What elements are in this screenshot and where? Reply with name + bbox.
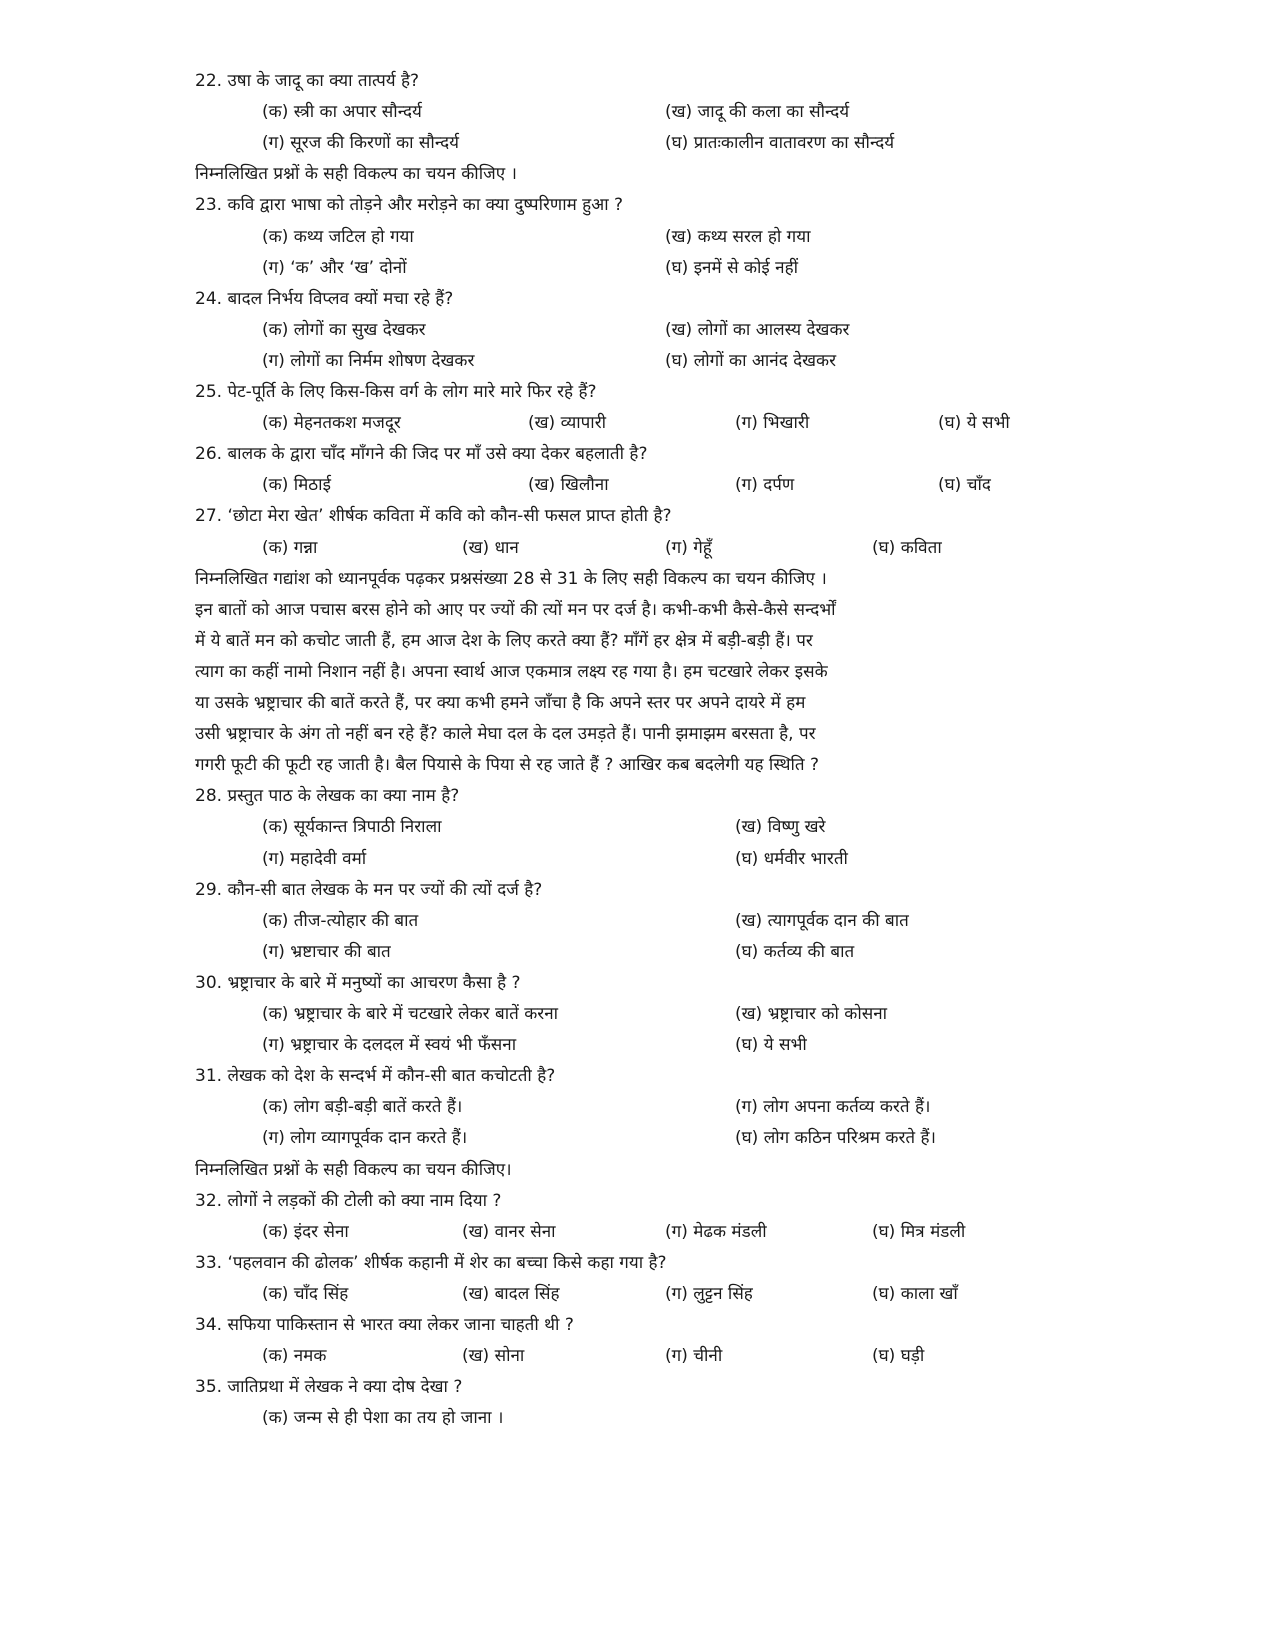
option-text: (घ) लोगों का आनंद देखकर [665, 350, 837, 371]
question-number: 26. [195, 444, 228, 465]
option-text: (ख) बादल सिंह [462, 1283, 560, 1304]
question-text: कवि द्वारा भाषा को तोड़ने और मरोड़ने का क्या दुष्परिणाम हुआ ? [227, 195, 624, 216]
option-text: (क) जन्म से ही पेशा का तय हो जाना । [262, 1408, 504, 1429]
question-number: 34. [195, 1315, 228, 1335]
option-text: (घ) मित्र मंडली [872, 1221, 966, 1242]
question-text: बादल निर्भय विप्लव क्यों मचा रहे हैं? [227, 288, 454, 309]
option-text: (ग) लोगों का निर्मम शोषण देखकर [262, 350, 475, 371]
option-text: (ख) विष्णु खरे [735, 817, 826, 838]
question-line [195, 785, 459, 807]
option-text: (ग) लोग अपना कर्तव्य करते हैं। [735, 1097, 931, 1118]
option-text: (ग) ‘क’ और ‘ख’ दोनों [262, 257, 407, 278]
question-text: बालक के द्वारा चाँद माँगने की जिद पर माँ उसे क्या देकर बहलाती है? [227, 444, 648, 465]
option-text: (क) गन्ना [262, 537, 318, 558]
option-text: (ग) महादेवी वर्मा [262, 848, 367, 869]
option-text: (घ) ये सभी [938, 413, 1010, 434]
question-number: 35. [195, 1377, 228, 1398]
option-text: (क) भ्रष्ट्राचार के बारे में चटखारे लेकर बातें करना [262, 1004, 559, 1024]
question-line [195, 505, 672, 527]
option-text: (क) तीज-त्योहार की बात [262, 910, 419, 931]
question-number: 23. [195, 195, 228, 216]
option-text: (ख) जादू की कला का सौन्दर्य [665, 102, 850, 123]
question-line [195, 1190, 501, 1212]
option-text: (घ) प्रातःकालीन वातावरण का सौन्दर्य [665, 133, 895, 154]
question-line [195, 1252, 667, 1274]
option-text: (क) सूर्यकान्त त्रिपाठी निराला [262, 817, 442, 838]
question-text: सफिया पाकिस्तान से भारत क्या लेकर जाना चाहती थी ? [227, 1315, 574, 1335]
question-line [195, 1314, 574, 1336]
passage-line: या उसके भ्रष्ट्राचार की बातें करते हैं, पर क्या कभी हमने जाँचा है कि अपने स्तर पर अपने दायरे में हम [195, 693, 806, 713]
option-text: (घ) लोग कठिन परिश्रम करते हैं। [735, 1128, 936, 1149]
question-text: लेखक को देश के सन्दर्भ में कौन-सी बात कचोटती है? [227, 1066, 556, 1087]
option-text: (ग) सूरज की किरणों का सौन्दर्य [262, 133, 459, 154]
question-number: 25. [195, 382, 228, 402]
question-line [195, 381, 597, 403]
option-text: (घ) ये सभी [735, 1035, 807, 1056]
question-line [195, 972, 521, 994]
question-line [195, 70, 419, 92]
option-text: (ग) लुट्टन सिंह [665, 1283, 753, 1304]
option-text: (ग) भ्रष्टाचार की बात [262, 941, 391, 962]
option-text: (क) इंदर सेना [262, 1221, 349, 1242]
question-text: लोगों ने लड़कों की टोली को क्या नाम दिया ? [227, 1190, 502, 1211]
question-number: 30. [195, 972, 228, 993]
option-text: (ग) भ्रष्ट्राचार के दलदल में स्वयं भी फँसना [262, 1035, 517, 1056]
question-line [195, 1376, 462, 1398]
option-text: (घ) काला खाँ [872, 1283, 958, 1304]
passage-line: गगरी फूटी की फूटी रह जाती है। बैल पियासे के पिया से रह जाते हैं ? आखिर कब बदलेगी यह स्थिति ? [195, 755, 819, 776]
passage-line: त्याग का कहीं नामो निशान नहीं है। अपना स्वार्थ आज एकमात्र लक्ष्य रह गया है। हम चटखारे लेकर इसके [195, 661, 828, 682]
option-text: (घ) कविता [872, 537, 942, 558]
question-text: पेट-पूर्ति के लिए किस-किस वर्ग के लोग मारे मारे फिर रहे हैं? [227, 382, 597, 402]
option-text: (घ) इनमें से कोई नहीं [665, 257, 799, 278]
question-line [195, 288, 453, 310]
option-text: (घ) कर्तव्य की बात [735, 941, 855, 962]
question-number: 22. [195, 71, 228, 91]
option-text: (क) लोगों का सुख देखकर [262, 319, 426, 340]
question-line [195, 443, 647, 465]
option-text: (क) मेहनतकश मजदूर [262, 413, 401, 434]
question-number: 27. [195, 506, 228, 527]
option-text: (ग) मेढक मंडली [665, 1221, 767, 1242]
option-text: (क) नमक [262, 1346, 327, 1367]
question-line [195, 879, 542, 901]
option-text: (ख) कथ्य सरल हो गया [665, 226, 811, 247]
option-text: (ख) त्यागपूर्वक दान की बात [735, 910, 909, 931]
option-text: (क) कथ्य जटिल हो गया [262, 226, 414, 247]
question-number: 24. [195, 288, 228, 309]
option-text: (ख) सोना [462, 1346, 525, 1367]
option-text: (क) स्त्री का अपार सौन्दर्य [262, 102, 422, 123]
question-number: 31. [195, 1066, 228, 1087]
question-text: कौन-सी बात लेखक के मन पर ज्यों की त्यों दर्ज है? [227, 879, 543, 900]
option-text: (घ) घड़ी [872, 1346, 925, 1367]
question-number: 28. [195, 786, 228, 807]
option-text: (ग) दर्पण [735, 475, 795, 496]
question-line [195, 194, 623, 216]
passage-line: में ये बातें मन को कचोट जाती हैं, हम आज देश के लिए करते क्या हैं? माँगें हर क्षेत्र में बड़ी-बड़ी हैं। पर [195, 630, 813, 651]
passage-line: इन बातों को आज पचास बरस होने को आए पर ज्यों की त्यों मन पर दर्ज है। कभी-कभी कैसे-कैसे सन्दर्भों [195, 599, 836, 620]
question-text: उषा के जादू का क्या तात्पर्य है? [227, 71, 420, 91]
option-text: (ख) वानर सेना [462, 1221, 556, 1242]
question-number: 32. [195, 1190, 228, 1211]
option-text: (ख) खिलौना [528, 475, 609, 496]
question-text: ‘छोटा मेरा खेत’ शीर्षक कविता में कवि को कौन-सी फसल प्राप्त होती है? [227, 506, 672, 527]
option-text: (ग) चीनी [665, 1346, 723, 1367]
option-text: (घ) चाँद [938, 475, 991, 496]
option-text: (ख) व्यापारी [528, 413, 607, 434]
question-text: ‘पहलवान की ढोलक’ शीर्षक कहानी में शेर का बच्चा किसे कहा गया है? [227, 1252, 667, 1273]
option-text: (क) लोग बड़ी-बड़ी बातें करते हैं। [262, 1097, 463, 1118]
option-text: (ग) भिखारी [735, 413, 810, 434]
question-text: भ्रष्ट्राचार के बारे में मनुष्यों का आचरण कैसा है ? [227, 972, 521, 993]
option-text: (ग) लोग व्यागपूर्वक दान करते हैं। [262, 1128, 468, 1149]
question-text: प्रस्तुत पाठ के लेखक का क्या नाम है? [227, 786, 460, 807]
option-text: (क) चाँद सिंह [262, 1283, 349, 1304]
option-text: (ग) गेहूँ [665, 537, 712, 558]
option-text: (क) मिठाई [262, 475, 331, 496]
question-line [195, 1065, 555, 1087]
option-text: (ख) लोगों का आलस्य देखकर [665, 319, 850, 340]
question-number: 33. [195, 1252, 228, 1273]
option-text: (घ) धर्मवीर भारती [735, 848, 848, 869]
question-number: 29. [195, 879, 228, 900]
instruction-text: निम्नलिखित प्रश्नों के सही विकल्प का चयन कीजिए । [195, 164, 517, 185]
instruction-text: निम्नलिखित प्रश्नों के सही विकल्प का चयन कीजिए। [195, 1159, 512, 1180]
option-text: (ख) धान [462, 537, 519, 558]
option-text: (ख) भ्रष्ट्राचार को कोसना [735, 1004, 888, 1024]
question-text: जातिप्रथा में लेखक ने क्या दोष देखा ? [227, 1377, 463, 1398]
passage-line: उसी भ्रष्ट्राचार के अंग तो नहीं बन रहे हैं? काले मेघा दल के दल उमड़ते हैं। पानी झमाझम बरसता है, पर [195, 724, 816, 745]
instruction-text: निम्नलिखित गद्यांश को ध्यानपूर्वक पढ़कर प्रश्नसंख्या 28 से 31 के लिए सही विकल्प का चयन कीजिए । [195, 568, 827, 589]
